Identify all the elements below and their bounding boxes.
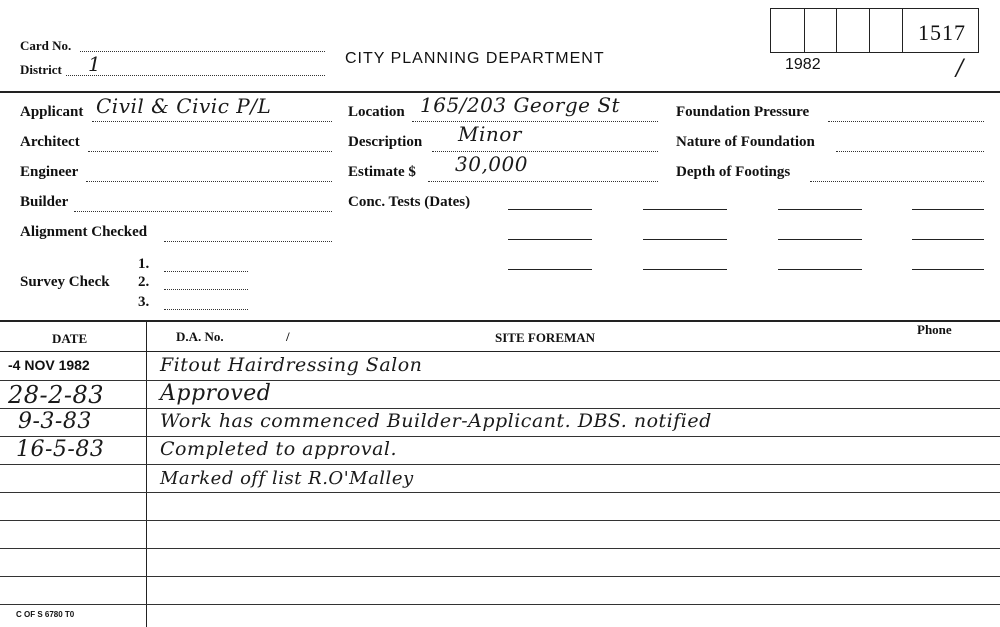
builder-line	[74, 211, 332, 212]
year: 1982	[785, 56, 821, 73]
conc-test-blank	[778, 209, 862, 210]
log-rule	[0, 576, 1000, 577]
survey-line-1	[164, 271, 248, 272]
conc-test-blank	[778, 269, 862, 270]
card-no-line	[80, 51, 325, 52]
builder-label: Builder	[20, 194, 69, 210]
conc-test-blank	[508, 209, 592, 210]
description-label: Description	[348, 134, 423, 150]
location-value: 165/203 George St	[420, 93, 621, 117]
description-value: Minor	[458, 122, 522, 146]
conc-tests-label: Conc. Tests (Dates)	[348, 194, 471, 210]
log-date: 9-3-83	[18, 409, 92, 434]
log-rule	[0, 464, 1000, 465]
district-label: District	[20, 62, 62, 77]
location-line	[412, 121, 658, 122]
log-top-divider	[0, 320, 1000, 322]
log-date: -4 NOV 1982	[8, 357, 90, 373]
card-no-label: Card No.	[20, 38, 72, 53]
district-value: 1	[88, 52, 102, 76]
log-rule	[0, 436, 1000, 437]
number-box-2	[803, 8, 837, 53]
number-box-1	[770, 8, 805, 53]
location-label: Location	[348, 104, 405, 120]
form-code: C OF S 6780 T0	[16, 610, 75, 619]
applicant-line	[92, 121, 332, 122]
estimate-value: 30,000	[455, 152, 528, 176]
foreman-header: SITE FOREMAN	[495, 330, 596, 345]
conc-test-blank	[508, 269, 592, 270]
conc-test-blank	[643, 269, 727, 270]
applicant-label: Applicant	[20, 104, 84, 120]
log-rule	[0, 408, 1000, 409]
number-box-4	[869, 8, 903, 53]
log-rule	[0, 492, 1000, 493]
survey-item-3: 3.	[138, 294, 150, 310]
conc-test-blank	[912, 239, 984, 240]
foundation-pressure-label: Foundation Pressure	[676, 104, 810, 120]
date-column-divider	[146, 321, 147, 627]
da-slash: /	[286, 329, 290, 344]
log-rule	[0, 380, 1000, 381]
survey-line-3	[164, 309, 248, 310]
log-rule	[0, 604, 1000, 605]
survey-item-1: 1.	[138, 256, 150, 272]
district-line	[66, 75, 325, 76]
alignment-line	[164, 241, 332, 242]
foundation-pressure-line	[828, 121, 984, 122]
corner-mark: /	[956, 56, 964, 81]
log-rule	[0, 520, 1000, 521]
conc-test-blank	[643, 239, 727, 240]
log-date: 16-5-83	[16, 437, 105, 462]
depth-of-footings-line	[810, 181, 984, 182]
depth-of-footings-label: Depth of Footings	[676, 164, 791, 180]
da-header: D.A. No.	[176, 329, 224, 344]
conc-test-blank	[912, 209, 984, 210]
nature-of-foundation-label: Nature of Foundation	[676, 134, 815, 150]
log-entry-text: Approved	[160, 381, 272, 406]
architect-label: Architect	[20, 134, 80, 150]
log-entry-text: Fitout Hairdressing Salon	[160, 354, 423, 376]
nature-of-foundation-line	[836, 151, 984, 152]
page-title: CITY PLANNING DEPARTMENT	[345, 50, 605, 67]
survey-label: Survey Check	[20, 274, 110, 290]
engineer-line	[86, 181, 332, 182]
alignment-label: Alignment Checked	[20, 224, 148, 240]
engineer-label: Engineer	[20, 164, 79, 180]
date-header: DATE	[52, 331, 88, 346]
architect-line	[88, 151, 332, 152]
log-date: 28-2-83	[8, 381, 105, 409]
number-box-3	[836, 8, 870, 53]
conc-test-blank	[643, 209, 727, 210]
survey-item-2: 2.	[138, 274, 150, 290]
log-entry-text: Work has commenced Builder-Applicant. DBS. notified	[160, 410, 712, 432]
conc-test-blank	[508, 239, 592, 240]
conc-test-blank	[778, 239, 862, 240]
estimate-label: Estimate $	[348, 164, 416, 180]
log-entry-text: Marked off list R.O'Malley	[160, 468, 414, 489]
log-entry-text: Completed to approval.	[160, 438, 398, 460]
phone-header: Phone	[917, 322, 952, 337]
log-rule	[0, 351, 1000, 352]
estimate-line	[428, 181, 658, 182]
card-number: 1517	[918, 20, 966, 45]
applicant-value: Civil & Civic P/L	[96, 94, 272, 118]
survey-line-2	[164, 289, 248, 290]
log-rule	[0, 548, 1000, 549]
conc-test-blank	[912, 269, 984, 270]
